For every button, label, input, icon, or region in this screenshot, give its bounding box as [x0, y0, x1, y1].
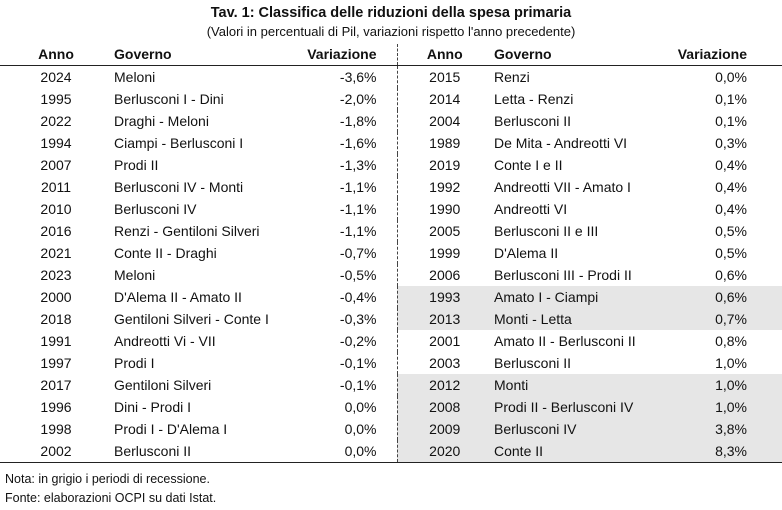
- right-year-cell: 2012: [397, 374, 492, 396]
- right-year-cell: 2014: [397, 88, 492, 110]
- right-year-cell: 2015: [397, 66, 492, 89]
- right-variation-cell: 8,3%: [677, 440, 782, 463]
- left-variation-cell: -0,1%: [339, 377, 377, 393]
- right-variation-cell: 0,3%: [715, 135, 747, 151]
- note-source: Fonte: elaborazioni OCPI su dati Istat.: [5, 491, 217, 505]
- table-row: [0, 308, 782, 330]
- table-title: Tav. 1: Classifica delle riduzioni della spesa primaria: [210, 5, 572, 21]
- table-row: [0, 286, 782, 308]
- header-variazione-right: Variazione: [677, 44, 782, 66]
- left-year-cell: 2017: [40, 377, 72, 393]
- right-government-cell: Berlusconi II: [494, 355, 572, 371]
- right-variation-cell: 0,1%: [715, 113, 747, 129]
- left-year-cell: 1998: [40, 421, 72, 437]
- note-recession: Nota: in grigio i periodi di recessione.: [5, 472, 210, 486]
- right-government-cell: Renzi: [494, 69, 530, 85]
- right-government-cell: D'Alema II: [494, 245, 559, 261]
- left-government-cell: D'Alema II - Amato II: [114, 289, 242, 305]
- right-government-cell: Amato II - Berlusconi II: [494, 333, 636, 349]
- left-year-cell: 2022: [40, 113, 72, 129]
- right-variation-cell: 0,7%: [677, 308, 782, 330]
- right-government-cell: Monti: [492, 374, 677, 396]
- right-government-cell: Prodi II - Berlusconi IV: [492, 396, 677, 418]
- right-year-cell: 1990: [397, 198, 492, 220]
- header-row: [0, 44, 782, 66]
- table-row: [0, 264, 782, 286]
- table-body: [0, 66, 782, 463]
- left-variation-cell: -0,7%: [339, 245, 377, 261]
- left-variation-cell: -3,6%: [339, 69, 377, 85]
- right-variation-cell: 3,8%: [677, 418, 782, 440]
- right-government-cell: Andreotti VII - Amato I: [494, 179, 631, 195]
- header-variazione-left: Variazione: [297, 44, 397, 66]
- table-row: [0, 110, 782, 132]
- left-government-cell: Prodi I - D'Alema I: [114, 421, 228, 437]
- right-year-cell: 2005: [397, 220, 492, 242]
- left-variation-cell: -2,0%: [339, 91, 377, 107]
- right-variation-cell: 0,0%: [715, 69, 747, 85]
- header-governo-left: Governo: [112, 44, 297, 66]
- table-row: [0, 176, 782, 198]
- header-governo-right: Governo: [492, 44, 677, 66]
- table-row: [0, 242, 782, 264]
- left-government-cell: Berlusconi I - Dini: [114, 91, 224, 107]
- right-government-cell: Andreotti VI: [494, 201, 568, 217]
- left-variation-cell: -0,2%: [339, 333, 377, 349]
- left-government-cell: Prodi I: [114, 355, 155, 371]
- right-government-cell: Letta - Renzi: [494, 91, 574, 107]
- left-government-cell: Dini - Prodi I: [114, 399, 192, 415]
- header-anno-left: Anno: [0, 44, 112, 66]
- left-year-cell: 2011: [40, 179, 72, 195]
- right-government-cell: Conte II: [492, 440, 677, 463]
- left-year-cell: 1994: [40, 135, 72, 151]
- right-government-cell: Monti - Letta: [492, 308, 677, 330]
- left-variation-cell: 0,0%: [297, 440, 397, 463]
- right-variation-cell: 0,4%: [715, 157, 747, 173]
- left-variation-cell: 0,0%: [344, 421, 377, 437]
- table-row: [0, 132, 782, 154]
- left-year-cell: 2024: [40, 69, 72, 85]
- left-variation-cell: -0,3%: [339, 311, 377, 327]
- right-year-cell: 2006: [397, 264, 492, 286]
- left-government-cell: Gentiloni Silveri - Conte I: [114, 311, 269, 327]
- left-year-cell: 2002: [0, 440, 112, 463]
- right-government-cell: Conte I e II: [494, 157, 563, 173]
- right-variation-cell: 0,4%: [715, 179, 747, 195]
- left-government-cell: Berlusconi IV: [114, 201, 197, 217]
- left-variation-cell: -1,6%: [339, 135, 377, 151]
- right-variation-cell: 0,6%: [677, 286, 782, 308]
- right-government-cell: Amato I - Ciampi: [492, 286, 677, 308]
- table-row: [0, 418, 782, 440]
- left-government-cell: Prodi II: [114, 157, 159, 173]
- left-year-cell: 1996: [40, 399, 72, 415]
- left-government-cell: Meloni: [114, 267, 156, 283]
- right-year-cell: 2019: [397, 154, 492, 176]
- right-variation-cell: 1,0%: [677, 396, 782, 418]
- right-year-cell: 1999: [397, 242, 492, 264]
- table-row: [0, 396, 782, 418]
- right-variation-cell: 0,4%: [715, 201, 747, 217]
- right-variation-cell: 0,1%: [715, 91, 747, 107]
- left-government-cell: Draghi - Meloni: [114, 113, 209, 129]
- left-year-cell: 2000: [40, 289, 72, 305]
- left-variation-cell: -1,1%: [339, 201, 377, 217]
- table-row: [0, 330, 782, 352]
- left-government-cell: Conte II - Draghi: [114, 245, 217, 261]
- right-year-cell: 2008: [397, 396, 492, 418]
- left-variation-cell: 0,0%: [344, 399, 377, 415]
- right-government-cell: Berlusconi III - Prodi II: [494, 267, 632, 283]
- right-year-cell: 2020: [397, 440, 492, 463]
- right-government-cell: Berlusconi IV: [492, 418, 677, 440]
- left-variation-cell: -0,1%: [339, 355, 377, 371]
- table-row: [0, 66, 782, 89]
- right-year-cell: 2004: [397, 110, 492, 132]
- table-row: [0, 440, 782, 463]
- right-year-cell: 2003: [397, 352, 492, 374]
- left-year-cell: 2010: [40, 201, 72, 217]
- left-government-cell: Meloni: [114, 69, 156, 85]
- right-year-cell: 1993: [397, 286, 492, 308]
- left-variation-cell: -1,3%: [339, 157, 377, 173]
- left-year-cell: 1995: [40, 91, 72, 107]
- left-government-cell: Renzi - Gentiloni Silveri: [114, 223, 260, 239]
- right-variation-cell: 0,8%: [715, 333, 747, 349]
- table-row: [0, 374, 782, 396]
- header-anno-right: Anno: [397, 44, 492, 66]
- left-year-cell: 2007: [40, 157, 72, 173]
- ranking-table: [0, 44, 782, 463]
- table-row: [0, 198, 782, 220]
- table-subtitle: (Valori in percentuali di Pil, variazioni rispetto l'anno precedente): [206, 24, 576, 39]
- table-row: [0, 352, 782, 374]
- table-row: [0, 220, 782, 242]
- right-year-cell: 1989: [397, 132, 492, 154]
- left-variation-cell: -1,8%: [339, 113, 377, 129]
- left-government-cell: Gentiloni Silveri: [114, 377, 212, 393]
- right-year-cell: 2013: [397, 308, 492, 330]
- left-variation-cell: -0,4%: [339, 289, 377, 305]
- right-variation-cell: 0,6%: [715, 267, 747, 283]
- left-variation-cell: -1,1%: [339, 223, 377, 239]
- right-year-cell: 2001: [397, 330, 492, 352]
- table-row: [0, 154, 782, 176]
- right-government-cell: Berlusconi II e III: [494, 223, 599, 239]
- right-variation-cell: 0,5%: [715, 223, 747, 239]
- table-row: [0, 88, 782, 110]
- left-year-cell: 1991: [40, 333, 72, 349]
- right-variation-cell: 0,5%: [715, 245, 747, 261]
- left-year-cell: 2016: [40, 223, 72, 239]
- right-government-cell: De Mita - Andreotti VI: [494, 135, 628, 151]
- right-year-cell: 1992: [397, 176, 492, 198]
- left-government-cell: Berlusconi IV - Monti: [114, 179, 244, 195]
- left-government-cell: Ciampi - Berlusconi I: [114, 135, 244, 151]
- left-government-cell: Berlusconi II: [112, 440, 297, 463]
- right-government-cell: Berlusconi II: [494, 113, 572, 129]
- left-year-cell: 2023: [40, 267, 72, 283]
- left-year-cell: 1997: [40, 355, 72, 371]
- right-variation-cell: 1,0%: [677, 374, 782, 396]
- right-year-cell: 2009: [397, 418, 492, 440]
- left-variation-cell: -0,5%: [339, 267, 377, 283]
- left-year-cell: 2018: [40, 311, 72, 327]
- left-government-cell: Andreotti Vi - VII: [114, 333, 216, 349]
- left-year-cell: 2021: [40, 245, 72, 261]
- left-variation-cell: -1,1%: [339, 179, 377, 195]
- right-variation-cell: 1,0%: [715, 355, 747, 371]
